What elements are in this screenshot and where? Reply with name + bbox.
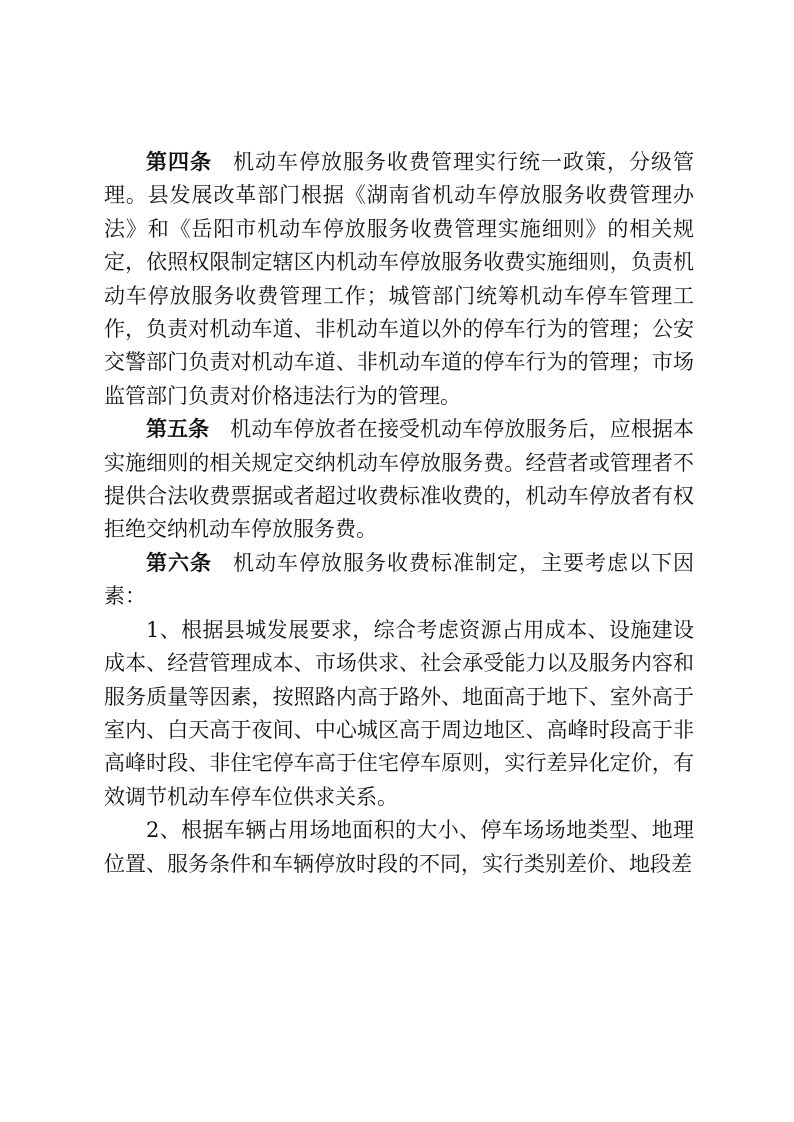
article-6 — [104, 547, 694, 614]
item-1: 1、根据县城发展要求，综合考虑资源占用成本、设施建设成本、经营管理成本、市场供求、社会承受能力以及服务内容和服务质量等因素，按照路内高于路外、地面高于地下、室外高于室内、白天高于夜间、中心城区高于周边地区、高峰时段高于非高峰时段、非住宅停车高于住宅停车原则，实行差异化定价，有效调节机动车停车位供求关系。 — [104, 617, 694, 809]
article-5-label: 第五条 — [146, 417, 210, 442]
article-5-text: 机动车停放者在接受机动车停放服务后，应根据本实施细则的相关规定交纳机动车停放服务费。经营者或管理者不提供合法收费票据或者超过收费标准收费的，机动车停放者有权拒绝交纳机动车停放服务费。 — [104, 417, 694, 542]
article-4 — [104, 146, 694, 413]
article-6-label: 第六条 — [146, 550, 212, 575]
article-5 — [104, 413, 694, 547]
item-2: 2、根据车辆占用场地面积的大小、停车场场地类型、地理位置、服务条件和车辆停放时段的不同，实行类别差价、地段差 — [104, 818, 694, 876]
article-4-text: 机动车停放服务收费管理实行统一政策，分级管理。县发展改革部门根据《湖南省机动车停放服务收费管理办法》和《岳阳市机动车停放服务收费管理实施细则》的相关规定，依照权限制定辖区内机动车停放服务收费实施细则，负责机动车停放服务收费管理工作；城管部门统筹机动车停车管理工作，负责对机动车道、非机动车道以外的停车行为的管理；公安交警部门负责对机动车道、非机动车道的停车行为的管理；市场监管部门负责对价格违法行为的管理。 — [104, 150, 694, 408]
article-6-text: 机动车停放服务收费标准制定，主要考虑以下因素： — [104, 550, 694, 609]
document-body — [104, 146, 694, 881]
article-4-label: 第四条 — [146, 150, 212, 174]
